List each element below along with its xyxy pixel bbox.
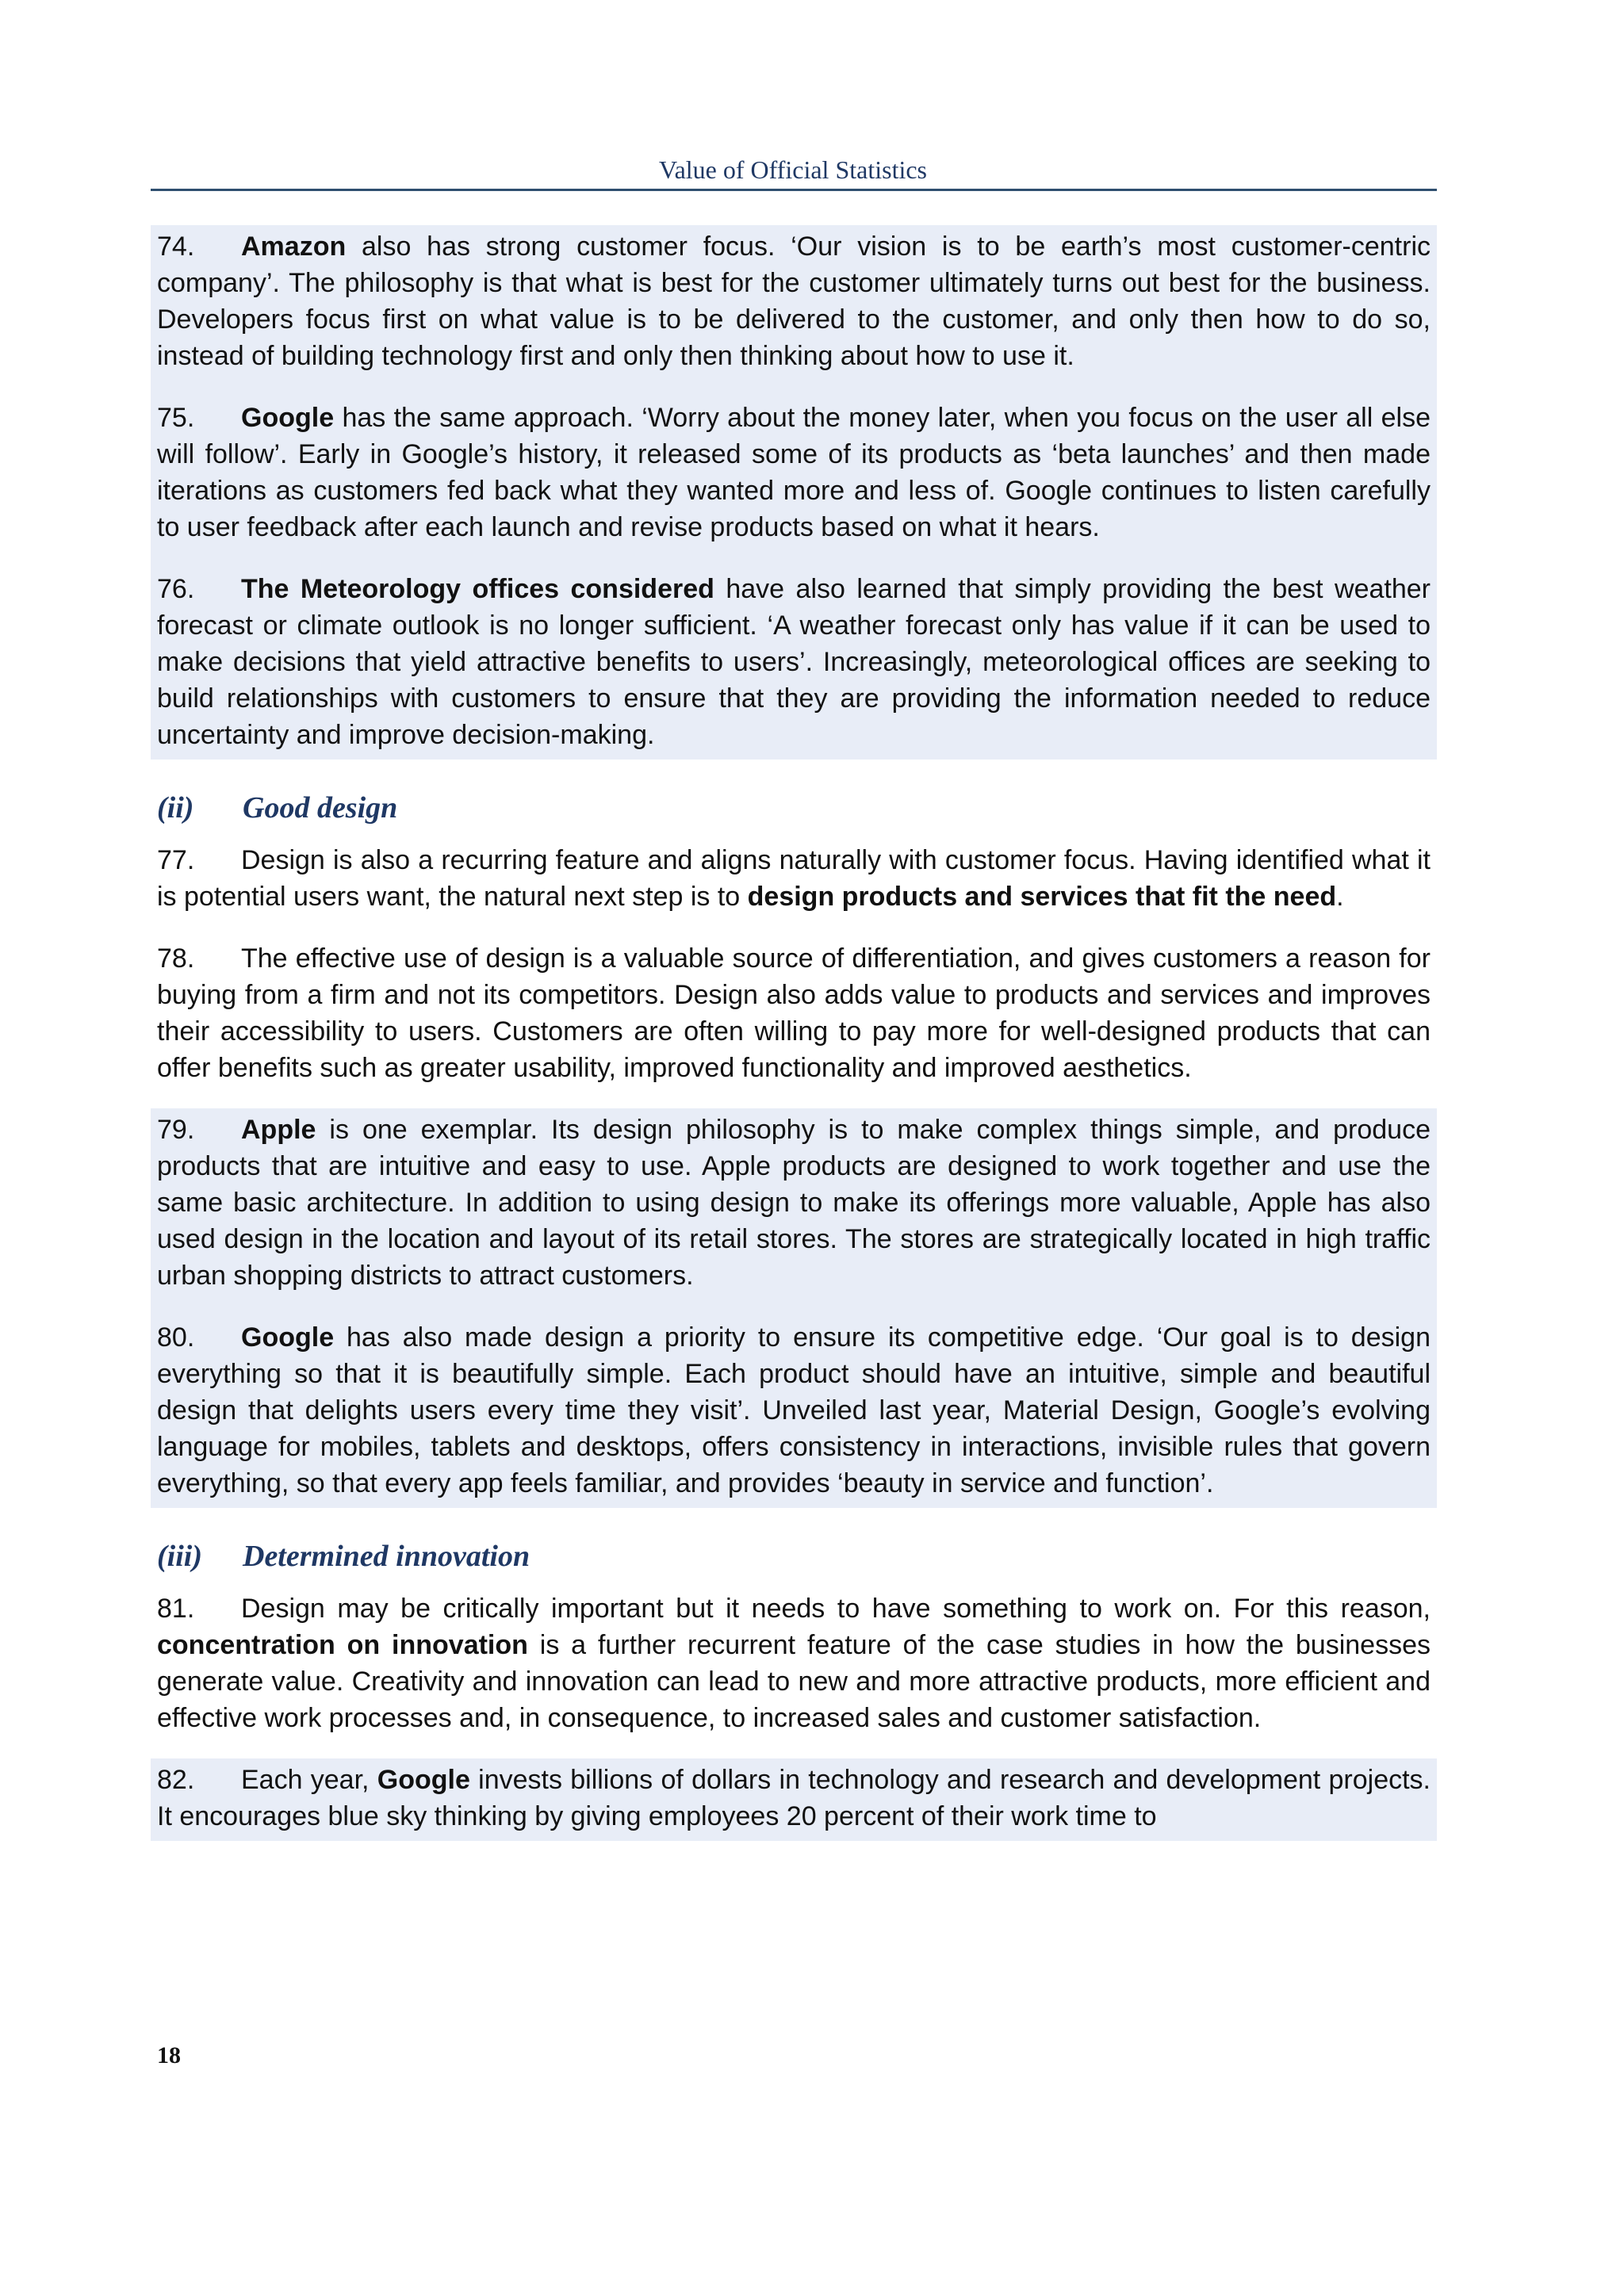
- case-study-box-customer-focus: [151, 225, 1437, 760]
- heading-title: Good design: [243, 791, 398, 825]
- header-rule: [151, 189, 1437, 191]
- case-study-box-design: [151, 1108, 1437, 1508]
- page-number: 18: [157, 2042, 181, 2068]
- lead-term: The Meteorology offices considered: [241, 574, 714, 604]
- paragraph-number: 81.: [157, 1594, 195, 1624]
- paragraph-text: have also learned that simply providing the best weather forecast or climate outlook is no longer sufficient. ‘A weather forecast only has value if it can be used to make decisions that yield attractive benefits to users’. Increasingly, meteorological offices are seeking to build relationships with customers to ensure that they are providing the information needed to reduce uncertainty and improve decision-making.: [157, 574, 1431, 750]
- paragraph-78: [151, 937, 1437, 1093]
- paragraph-75: [151, 396, 1437, 552]
- lead-term: Amazon: [241, 232, 347, 262]
- paragraph-79: [151, 1108, 1437, 1300]
- paragraph-text: has the same approach. ‘Worry about the money later, when you focus on the user all else will follow’. Early in Google’s history, it released some of its products as ‘beta launches’ and then made iterations as customers fed back what they wanted more and less of. Google continues to listen carefully to user feedback after each launch and revise products based on what it hears.: [157, 403, 1431, 542]
- paragraph-text: has also made design a priority to ensure its competitive edge. ‘Our goal is to design everything so that it is beautifully simple. Each product should have an intuitive, simple and beautiful design that delights users every time they visit’. Unveiled last year, Material Design, Google’s evolving language for mobiles, tablets and desktops, offers consistency in interactions, invisible rules that govern everything, so that every app feels familiar, and provides ‘beauty in service and function’.: [157, 1322, 1431, 1498]
- paragraph-text: also has strong customer focus. ‘Our vision is to be earth’s most customer-centric company’. The philosophy is that what is best for the customer ultimately turns out best for the business. Developers focus first on what value is to be delivered to the customer, and only then how to do so, instead of building technology first and only then thinking about how to use it.: [157, 232, 1431, 371]
- paragraph-number: 82.: [157, 1765, 195, 1795]
- case-study-box-innovation: [151, 1758, 1437, 1841]
- lead-term: Google: [241, 403, 335, 433]
- paragraph-74: [151, 225, 1437, 381]
- paragraph-number: 80.: [157, 1322, 195, 1353]
- paragraph-number: 77.: [157, 845, 195, 875]
- lead-term: Apple: [241, 1115, 316, 1145]
- paragraph-text-end: is a further recurrent feature of the case studies in how the businesses generate value. Creativity and innovation can lead to new and more attractive products, more efficient and effective work processes and, in consequence, to increased sales and customer satisfaction.: [157, 1630, 1431, 1733]
- paragraph-text: Design may be critically important but it needs to have something to work on. For this reason,: [241, 1594, 1431, 1624]
- paragraph-text-end: invests billions of dollars in technology and research and development projects. It encourages blue sky thinking by giving employees 20 percent of their work time to: [157, 1765, 1431, 1831]
- paragraph-text: Each year,: [241, 1765, 377, 1795]
- paragraph-81: [151, 1587, 1437, 1743]
- paragraph-number: 79.: [157, 1115, 195, 1145]
- paragraph-text-end: .: [1336, 882, 1344, 912]
- heading-number: (ii): [157, 791, 194, 825]
- paragraph-text: Design is also a recurring feature and aligns naturally with customer focus. Having identified what it is potential users want, the natural next step is to: [157, 845, 1431, 912]
- running-header: Value of Official Statistics: [659, 155, 927, 184]
- paragraph-number: 75.: [157, 403, 195, 433]
- paragraph-76: [151, 568, 1437, 760]
- lead-term: Google: [241, 1322, 335, 1353]
- paragraph-number: 76.: [157, 574, 195, 604]
- emphasis-text: concentration on innovation: [157, 1630, 528, 1660]
- heading-title: Determined innovation: [243, 1540, 530, 1573]
- heading-number: (iii): [157, 1540, 202, 1573]
- page-content: [151, 225, 1437, 1858]
- section-heading-determined-innovation: [157, 1538, 1437, 1575]
- paragraph-77: [151, 839, 1437, 921]
- paragraph-text: is one exemplar. Its design philosophy is to make complex things simple, and produce products that are intuitive and easy to use. Apple products are designed to work together and use the same basic architecture. In addition to using design to make its offerings more valuable, Apple has also used design in the location and layout of its retail stores. The stores are strategically located in high traffic urban shopping districts to attract customers.: [157, 1115, 1431, 1291]
- paragraph-80: [151, 1316, 1437, 1508]
- paragraph-number: 74.: [157, 232, 195, 262]
- lead-term: Google: [377, 1765, 470, 1795]
- paragraph-text: The effective use of design is a valuable source of differentiation, and gives customers a reason for buying from a firm and not its competitors. Design also adds value to products and services and improves their accessibility to users. Customers are often willing to pay more for well-designed products that can offer benefits such as greater usability, improved functionality and improved aesthetics.: [157, 943, 1431, 1083]
- paragraph-number: 78.: [157, 943, 195, 974]
- paragraph-82: [151, 1758, 1437, 1841]
- section-heading-good-design: [157, 790, 1437, 826]
- emphasis-text: design products and services that fit the need: [747, 882, 1337, 912]
